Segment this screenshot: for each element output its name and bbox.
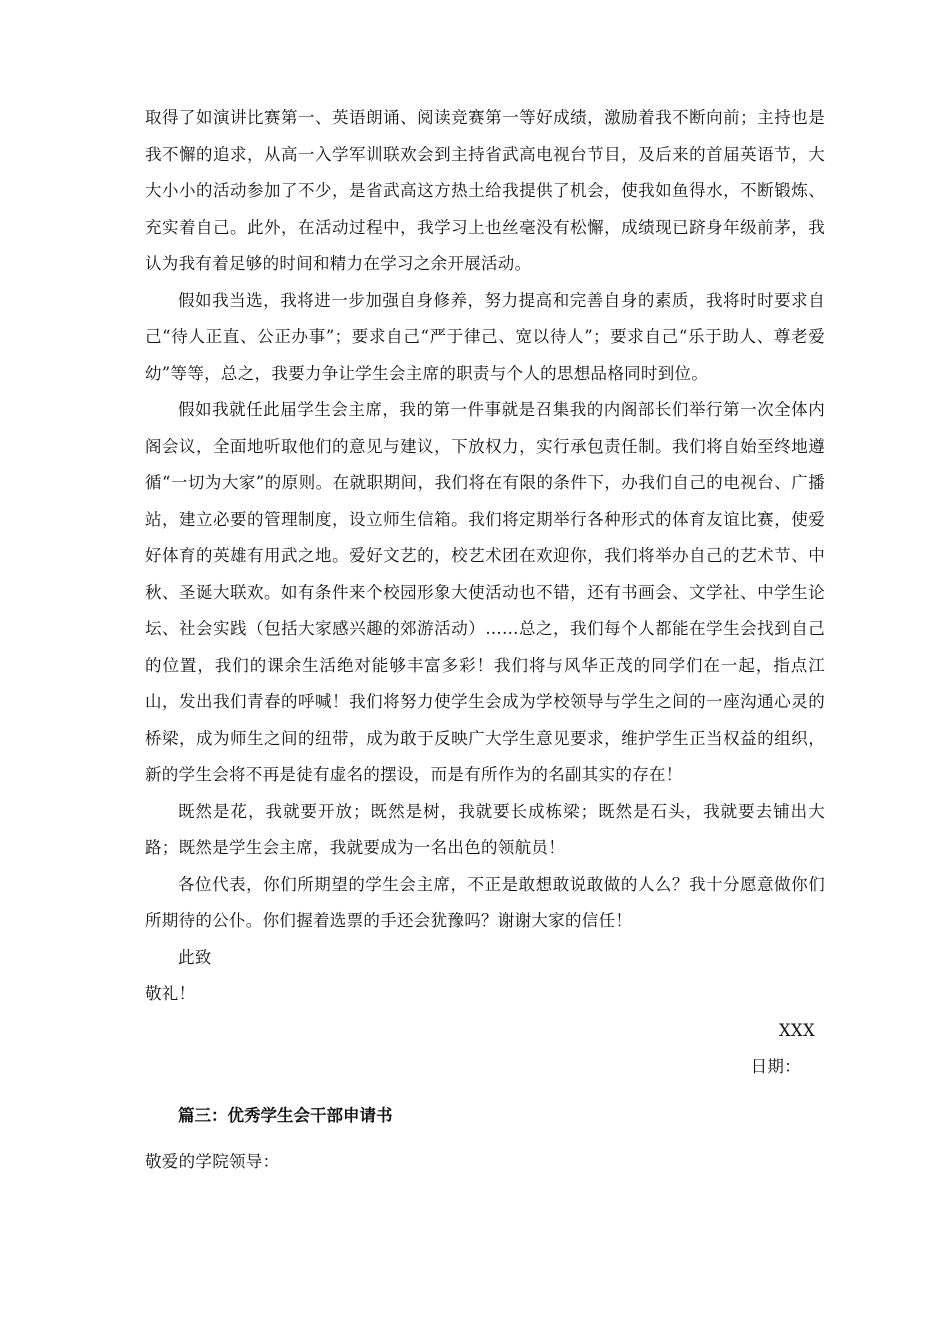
paragraph-metaphor: 既然是花，我就要开放；既然是树，我就要长成栋梁；既然是石头，我就要去铺出大路；既然是学生会主席，我就要成为一名出色的领航员！ [145,801,825,857]
paragraph-continued: 取得了如演讲比赛第一、英语朗诵、阅读竞赛第一等好成绩，激励着我不断向前；主持也是我不懈的追求，从高一入学军训联欢会到主持省武高电视台节目，及后来的首届英语节，大大小小的活动参加了不少，是省武高这方热土给我提供了机会，使我如鱼得水，不断锻炼、充实着自己。此外，在活动过程中，我学习上也丝毫没有松懈，成绩现已跻身年级前茅，我认为我有着足够的时间和精力在学习之余开展活动。 [145,108,825,273]
closing-salute: 此致 [178,947,212,967]
paragraph-if-elected: 假如我当选，我将进一步加强自身修养，努力提高和完善自身的素质，我将时时要求自己“待人正直、公正办事”；要求自己“严于律己、宽以待人”；要求自己“乐于助人、尊老爱幼”等等，总之，我要力争让学生会主席的职责与个人的思想品格同时到位。 [145,290,825,383]
paragraph-appeal: 各位代表，你们所期望的学生会主席，不正是敢想敢说敢做的人么？我十分愿意做你们所期待的公仆。你们握着选票的手还会犹豫吗？谢谢大家的信任！ [145,874,825,930]
closing-respect: 敬礼！ [145,984,196,1003]
salutation: 敬爱的学院领导： [145,1152,280,1171]
paragraph-plans: 假如我就任此届学生会主席，我的第一件事就是召集我的内阁部长们举行第一次全体内阁会议，全面地听取他们的意见与建议，下放权力，实行承包责任制。我们将自始至终地遵循“一切为大家”的原则。在就职期间，我们将在有限的条件下，办我们自己的电视台、广播站，建立必要的管理制度，设立师生信箱。我们将定期举行各种形式的体育友谊比赛，使爱好体育的英雄有用武之地。爱好文艺的，校艺术团在欢迎你，我们将举办自己的艺术节、中秋、圣诞大联欢。如有条件来个校园形象大使活动也不错，还有书画会、文学社、中学生论坛、社会实践（包括大家感兴趣的郊游活动）……总之，我们每个人都能在学生会找到自己的位置，我们的课余生活绝对能够丰富多彩！我们将与风华正茂的同学们在一起，指点江山，发出我们青春的呼喊！我们将努力使学生会成为学校领导与学生之间的一座沟通心灵的桥梁，成为师生之间的纽带，成为敢于反映广大学生意见要求，维护学生正当权益的组织，新的学生会将不再是徒有虚名的摆设，而是有所作为的名副其实的存在！ [145,400,825,784]
section-title: 篇三：优秀学生会干部申请书 [178,1105,393,1125]
document-page [145,100,825,1181]
signature-date: 日期： [750,1057,801,1076]
signature-name: XXX [778,1020,815,1040]
